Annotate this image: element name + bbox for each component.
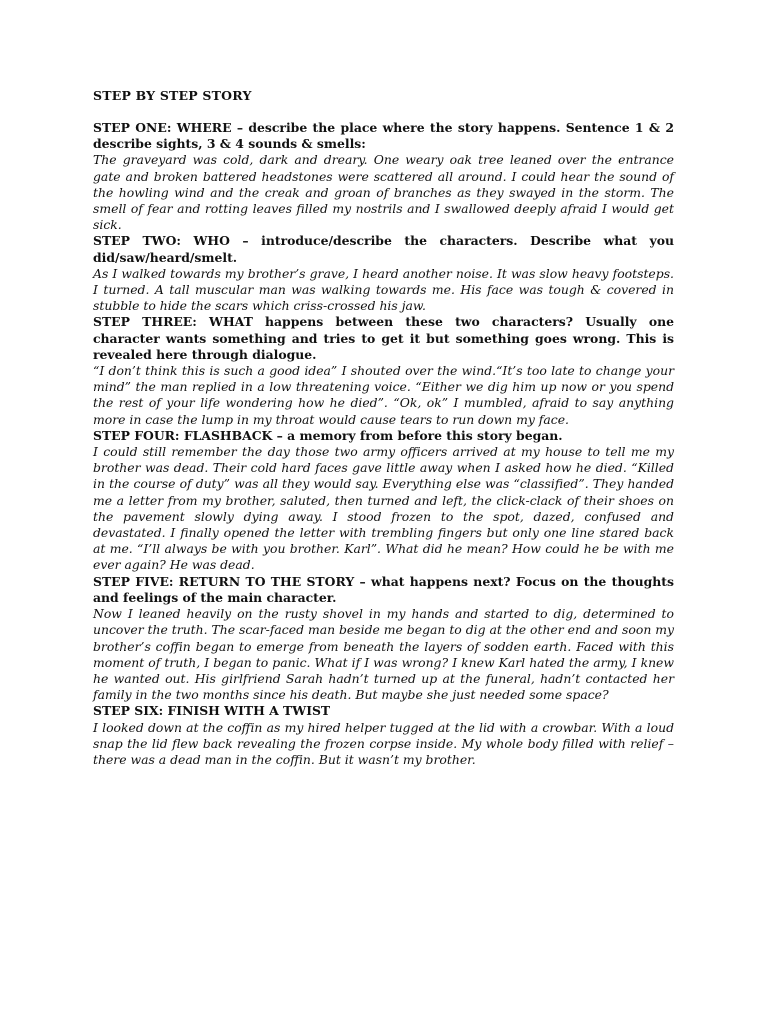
step-body: The graveyard was cold, dark and dreary. One weary oak tree leaned over the entrance gate and broken battered headstones were scattered all around. I could hear the sound of the howling wind and the creak and groan of branches as they swayed in the storm. The smell of fear and rotting leaves filled my nostrils and I swallowed deeply afraid I would get sick.	[93, 152, 674, 233]
step-five	[93, 574, 674, 704]
step-six	[93, 703, 674, 768]
step-four	[93, 428, 674, 574]
step-heading: STEP SIX: FINISH WITH A TWIST	[93, 703, 331, 719]
step-body: I looked down at the coffin as my hired helper tugged at the lid with a crowbar. With a loud snap the lid flew back revealing the frozen corpse inside. My whole body filled with relief – there was a dead man in the coffin. But it wasn’t my brother.	[93, 719, 674, 767]
step-two	[93, 233, 674, 314]
document-content	[93, 88, 674, 768]
document-title: STEP BY STEP STORY	[93, 88, 252, 103]
step-three	[93, 314, 674, 427]
step-heading: STEP FOUR: FLASHBACK – a memory from before this story began.	[93, 427, 563, 443]
step-body: As I walked towards my brother’s grave, I heard another noise. It was slow heavy footsteps. I turned. A tall muscular man was walking towards me. His face was tough & covered in stubble to hide the scars which criss-crossed his jaw.	[93, 265, 674, 314]
step-body: I could still remember the day those two army officers arrived at my house to tell me my brother was dead. Their cold hard faces gave little away when I asked how he died. “Killed in the course of duty” was all they would say. Everything else was “classified”. They handed me a letter from my brother, saluted, then turned and left, the click-clack of their shoes on the pavement slowly dying away. I stood frozen to the spot, dazed, confused and devastated. I finally opened the letter with trembling fingers but only one line stared back at me. “I’ll always be with you brother. Karl”. What did he mean? How could he be with me ever again? He was dead.	[93, 444, 674, 573]
step-one	[93, 120, 674, 233]
step-heading: STEP FIVE: RETURN TO THE STORY – what happens next? Focus on the thoughts and feelings of the main character.	[93, 573, 674, 605]
step-body: “I don’t think this is such a good idea” I shouted over the wind.“It’s too late to change your mind” the man replied in a low threatening voice. “Either we dig him up now or you spend the rest of your life wondering how he died”. “Ok, ok” I mumbled, afraid to say anything more in case the lump in my throat would cause tears to run down my face.	[93, 363, 674, 427]
step-heading: STEP ONE: WHERE – describe the place where the story happens. Sentence 1 & 2 describe sights, 3 & 4 sounds & smells:	[93, 120, 674, 152]
step-heading: STEP TWO: WHO – introduce/describe the characters. Describe what you did/saw/heard/smelt.	[93, 233, 674, 265]
step-body: Now I leaned heavily on the rusty shovel in my hands and started to dig, determined to uncover the truth. The scar-faced man beside me began to dig at the other end and soon my brother’s coffin began to emerge from beneath the layers of sodden earth. Faced with this moment of truth, I began to panic. What if I was wrong? I knew Karl hated the army, I knew he wanted out. His girlfriend Sarah hadn’t turned up at the funeral, hadn’t contacted her family in the two months since his death. But maybe she just needed some space?	[93, 606, 674, 703]
step-heading: STEP THREE: WHAT happens between these two characters? Usually one character wants something and tries to get it but something goes wrong. This is revealed here through dialogue.	[93, 314, 674, 362]
